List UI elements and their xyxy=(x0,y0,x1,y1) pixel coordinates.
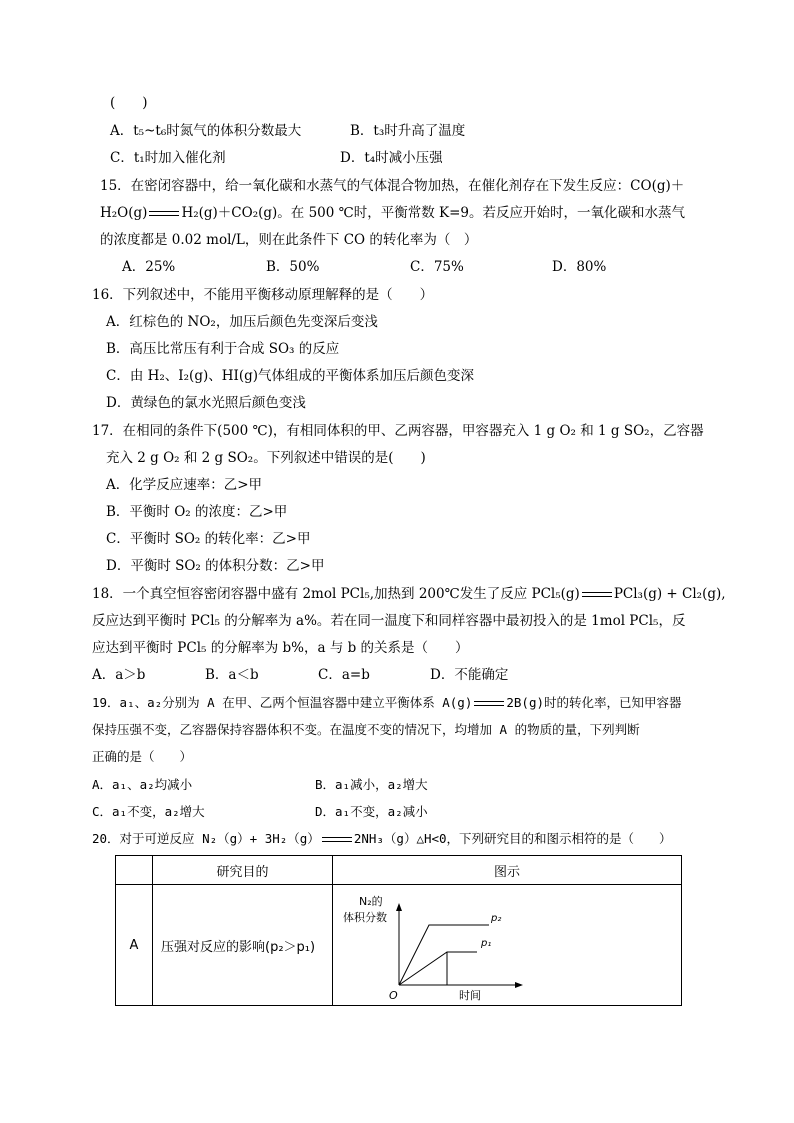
q17-option-c: C．平衡时 SO₂ 的转化率：乙>甲 xyxy=(106,531,311,547)
q19-stem-start: 19．a₁、a₂分别为 A 在甲、乙两个恒温容器中建立平衡体系 A(g) xyxy=(92,695,473,710)
q20-col-figure: 图示 xyxy=(333,856,682,885)
q18-stem-start: 18．一个真空恒容密闭容器中盛有 2mol PCl₅,加热到 200℃发生了反应 PCl₅(g) xyxy=(92,586,580,602)
q18-products: PCl₃(g) + Cl₂(g), xyxy=(613,586,726,602)
q17-option-d: D．平衡时 SO₂ 的体积分数：乙>甲 xyxy=(106,558,325,574)
q14-blank: ( ) xyxy=(110,95,148,111)
q19-option-a: A．a₁、a₂均减小 xyxy=(92,777,193,792)
q18-option-c: C．a=b xyxy=(318,667,370,683)
q15-stem-line-3: 的浓度都是 0.02 mol/L，则在此条件下 CO 的转化率为（ ） xyxy=(100,232,478,248)
equilibrium-arrow-icon xyxy=(149,210,179,218)
q18-stem-line-2: 反应达到平衡时 PCl₅ 的分解率为 a%。若在同一温度下和同样容器中最初投入的是 1mol PCl₅，反 xyxy=(92,613,686,629)
q19-option-b: B．a₁减小，a₂增大 xyxy=(315,777,428,792)
q18-stem-line-1 xyxy=(92,585,726,603)
q15-stem-line-2 xyxy=(100,204,685,222)
q19-stem-end: 2B(g)时的转化率，已知甲容器 xyxy=(506,695,682,710)
q16-option-d: D．黄绿色的氯水光照后颜色变浅 xyxy=(106,395,306,411)
q16-option-b: B．高压比常压有利于合成 SO₃ 的反应 xyxy=(106,341,340,357)
q19-stem-line-1 xyxy=(92,694,682,712)
q19-stem-line-3: 正确的是（ ） xyxy=(92,749,193,764)
q20-table xyxy=(115,855,682,1006)
q16-stem: 16．下列叙述中，不能用平衡移动原理解释的是（ ） xyxy=(92,287,434,303)
q20-stem xyxy=(92,830,672,848)
q15-option-d: D．80% xyxy=(552,259,607,275)
q17-stem-line-1: 17．在相同的条件下(500 ℃)，有相同体积的甲、乙两容器，甲容器充入 1 g O₂ 和 1 g SO₂，乙容器 xyxy=(92,423,704,439)
x-axis-label: 时间 xyxy=(459,989,481,1001)
q15-products: H₂(g)＋CO₂(g)。在 500 ℃时，平衡常数 K=9。若反应开始时，一氧化碳和水蒸气 xyxy=(181,205,686,221)
q17-stem-line-2: 充入 2 g O₂ 和 2 g SO₂。下列叙述中错误的是( ) xyxy=(106,450,426,466)
q20-table-corner xyxy=(116,856,153,885)
q20-col-purpose: 研究目的 xyxy=(153,856,333,885)
n2-volume-fraction-chart xyxy=(333,885,553,1001)
q20-row-label: A xyxy=(116,885,153,1006)
y-axis-arrow-icon xyxy=(396,903,402,911)
q20-stem-start: 20．对于可逆反应 N₂（g）+ 3H₂（g） xyxy=(92,831,320,846)
series-label-p1: p₁ xyxy=(481,938,492,949)
series-line-p1 xyxy=(399,952,477,985)
x-axis-arrow-icon xyxy=(515,982,523,988)
q20-table-header-row xyxy=(116,856,682,885)
q15-option-b: B．50% xyxy=(266,259,320,275)
q20-stem-end: 2NH₃（g）△H<0，下列研究目的和图示相符的是（ ） xyxy=(353,831,672,846)
q19-stem-line-2: 保持压强不变，乙容器保持容器体积不变。在温度不变的情况下，均增加 A 的物质的量，下列判断 xyxy=(92,722,640,737)
q19-option-c: C．a₁不变，a₂增大 xyxy=(92,804,205,819)
q20-row-purpose: 压强对反应的影响(p₂＞p₁) xyxy=(153,885,333,1006)
q20-row-figure xyxy=(333,885,682,1006)
q16-option-c: C．由 H₂、I₂(g)、HI(g)气体组成的平衡体系加压后颜色变深 xyxy=(106,368,475,384)
q14-option-a: A．t₅~t₆时氮气的体积分数最大 xyxy=(110,123,302,139)
q18-stem-line-3: 应达到平衡时 PCl₅ 的分解率为 b%，a 与 b 的关系是（ ） xyxy=(92,640,469,656)
origin-label: O xyxy=(389,989,398,1001)
series-label-p2: p₂ xyxy=(491,913,502,924)
equilibrium-arrow-icon xyxy=(322,836,352,844)
q15-option-a: A．25% xyxy=(122,259,176,275)
q16-option-a: A．红棕色的 NO₂，加压后颜色先变深后变浅 xyxy=(106,314,378,330)
q18-option-b: B．a＜b xyxy=(205,667,259,683)
q15-option-c: C．75% xyxy=(410,259,464,275)
q14-option-b: B．t₃时升高了温度 xyxy=(350,123,466,139)
y-axis-label-1: N₂的 xyxy=(359,895,383,908)
q15-stem-line-1: 15．在密闭容器中，给一氧化碳和水蒸气的气体混合物加热，在催化剂存在下发生反应：CO(g)＋ xyxy=(100,178,685,194)
equilibrium-arrow-icon xyxy=(582,591,612,599)
q14-option-d: D．t₄时减小压强 xyxy=(340,150,443,166)
q18-option-d: D．不能确定 xyxy=(430,667,509,683)
equilibrium-arrow-icon xyxy=(474,700,504,708)
q20-table-row-a xyxy=(116,885,682,1006)
q17-option-b: B．平衡时 O₂ 的浓度：乙>甲 xyxy=(106,504,288,520)
q17-option-a: A．化学反应速率：乙>甲 xyxy=(106,477,263,493)
y-axis-label-2: 体积分数 xyxy=(343,911,387,924)
q19-option-d: D．a₁不变，a₂减小 xyxy=(315,804,428,819)
q14-option-c: C．t₁时加入催化剂 xyxy=(110,150,226,166)
q18-option-a: A．a＞b xyxy=(92,667,146,683)
q15-reactant: H₂O(g) xyxy=(100,205,148,221)
series-layer xyxy=(399,925,492,985)
